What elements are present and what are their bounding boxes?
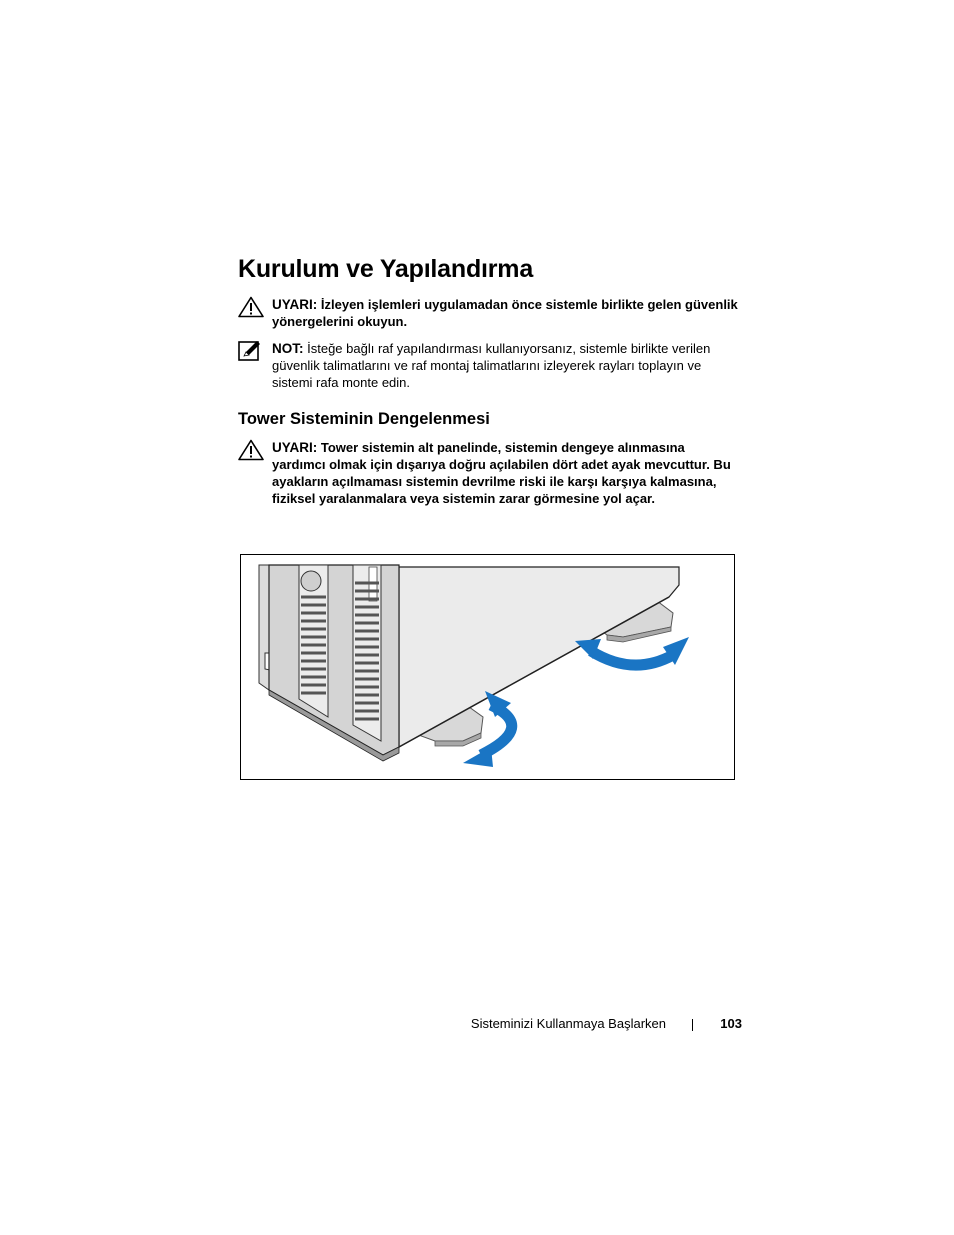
section-heading: Tower Sisteminin Dengelenmesi [238,410,490,428]
note-label: NOT: [272,341,304,356]
tower-system-drawing [241,555,734,779]
warning-text: İzleyen işlemleri uygulamadan önce sistemle birlikte gelen güvenlik yönergelerini okuyun. [272,297,738,329]
warning-notice [238,296,738,330]
warning-label: UYARI: [272,297,318,312]
note-notice [238,340,738,391]
rear-rotate-arrow-icon [575,637,689,665]
note-text: İsteğe bağlı raf yapılandırması kullanıyorsanız, sistemle birlikte verilen güvenlik talimatlarını ve raf montaj talimatlarını izleyerek rayları toplayın ve sistemi rafa monte edin. [272,341,711,390]
note-pencil-icon [238,340,262,362]
warning-text-2: Tower sistemin alt panelinde, sistemin dengeye alınmasına yardımcı olmak için dışarıya doğru açılabilen dört adet ayak mevcuttur. Bu ayakların açılmaması sistemin devrilme riski ile karşı karşıya kalmasına, fiziksel yaralanmalara veya sistemin zarar görmesine yol açar. [272,440,731,506]
page-number: 103 [720,1016,742,1031]
warning-triangle-icon [238,439,264,461]
warning-notice-2 [238,439,738,507]
chassis-side-panel [399,567,679,747]
warning-label-2: UYARI: [272,440,318,455]
footer-separator [692,1019,693,1031]
page-title: Kurulum ve Yapılandırma [238,255,534,283]
warning-triangle-icon [238,296,264,318]
tower-feet-illustration [240,554,735,780]
footer-text: Sisteminizi Kullanmaya Başlarken [470,1016,666,1031]
